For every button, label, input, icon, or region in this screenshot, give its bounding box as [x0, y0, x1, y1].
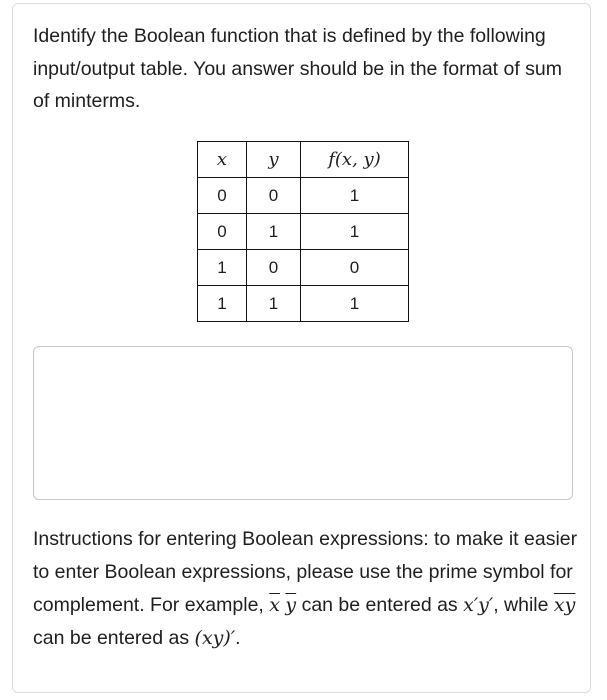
cell-y: 1 [247, 214, 301, 250]
header-x: x [198, 142, 247, 178]
end-period: . [235, 627, 241, 649]
table-row [198, 214, 409, 250]
table-row [198, 286, 409, 322]
cell-y: 0 [247, 178, 301, 214]
cell-y: 0 [247, 250, 301, 286]
instructions-intro: Instructions for entering Boolean expressions: to make it easier to enter Boolean expressions, please use the prime symbol for complement. For example, [33, 528, 578, 616]
example-entry-2: (xy)′ [194, 627, 236, 649]
cell-x: 0 [198, 214, 247, 250]
header-y: y [247, 142, 301, 178]
question-text: Identify the Boolean function that is defined by the following input/output table. You answer should be in the format of sum of minterms. [33, 25, 563, 112]
answer-input[interactable] [33, 346, 573, 500]
cell-x: 0 [198, 178, 247, 214]
example-entry-1: x′y′ [463, 594, 494, 616]
cell-f: 1 [301, 178, 409, 214]
while-text: , while [493, 594, 549, 616]
truth-table [197, 141, 409, 322]
instructions-text [33, 523, 578, 655]
can-be-entered-as-2: can be entered as [33, 627, 190, 649]
table-header-row [198, 142, 409, 178]
table-row [198, 250, 409, 286]
can-be-entered-as-1: can be entered as [301, 594, 458, 616]
cell-x: 1 [198, 250, 247, 286]
example-xy-bar: $\overline{xy}$ [553, 594, 576, 616]
table-row [198, 178, 409, 214]
cell-f: 0 [301, 250, 409, 286]
cell-f: 1 [301, 214, 409, 250]
cell-x: 1 [198, 286, 247, 322]
cell-y: 1 [247, 286, 301, 322]
cell-f: 1 [301, 286, 409, 322]
example-y-bar: $\overline{y}$ [285, 594, 297, 616]
example-x-bar: $\overline{x}$ [269, 594, 280, 616]
header-f: f(x, y) [301, 142, 409, 178]
